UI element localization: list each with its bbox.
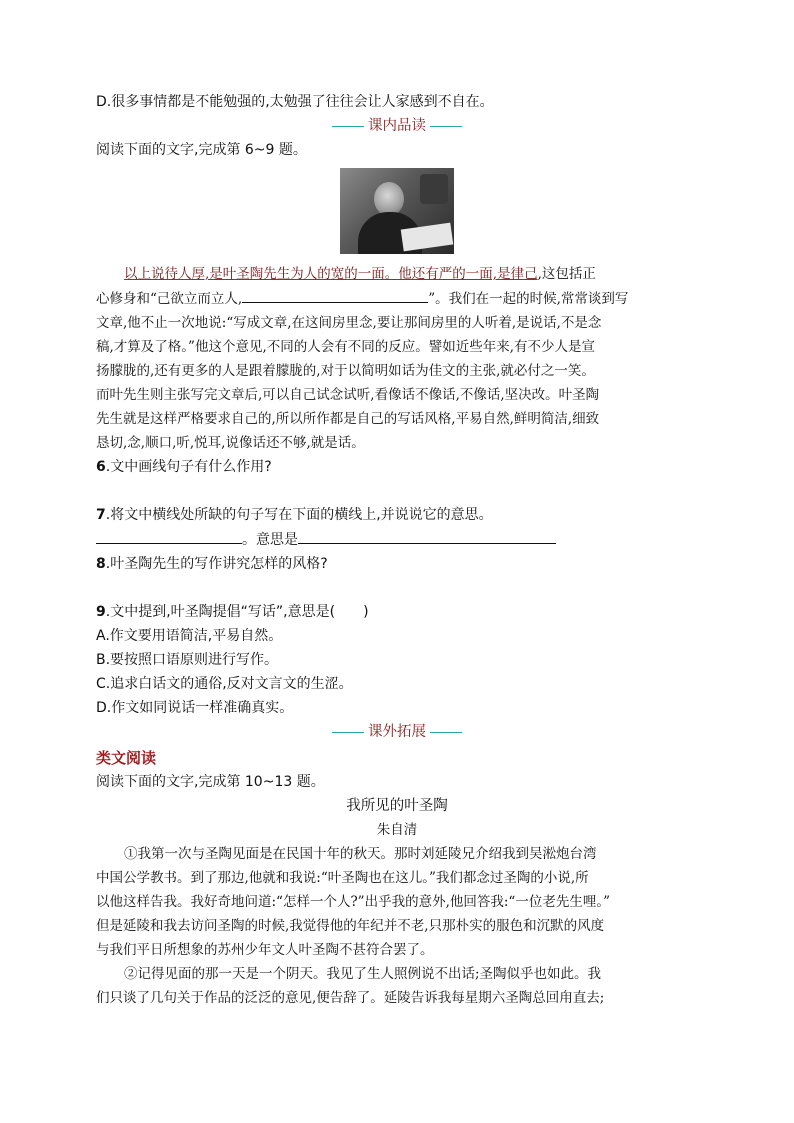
question-7: 7.将文中横线处所缺的句子写在下面的横线上,并说说它的意思。: [96, 507, 493, 523]
passage-line: 文章,他不止一次地说:“写成文章,在这间房里念,要让那间房里的人听着,是说话,不是念: [96, 315, 602, 331]
reading-instruction: 阅读下面的文字,完成第 6~9 题。: [96, 142, 307, 158]
worksheet-page: [96, 90, 698, 1010]
option-c[interactable]: C.追求白话文的通俗,反对文言文的生涩。: [96, 676, 353, 692]
passage-line: 而叶先生则主张写完文章后,可以自己试念试听,看像话不像话,不像话,坚决改。叶圣陶: [96, 387, 600, 403]
divider-right: [430, 732, 462, 733]
article-line: 们只谈了几句关于作品的泛泛的意见,便告辞了。延陵告诉我每星期六圣陶总回甪直去;: [96, 990, 605, 1006]
answer-space-8[interactable]: [96, 576, 698, 600]
section-title: 课内品读: [368, 118, 426, 134]
option-d-prev: D.很多事情都是不能勉强的,太勉强了往往会让人家感到不自在。: [96, 94, 494, 110]
option-b[interactable]: B.要按照口语原则进行写作。: [96, 652, 279, 668]
article-line: ②记得见面的那一天是一个阴天。我见了生人照例说不出话;圣陶似乎也如此。我: [124, 966, 602, 982]
reading-instruction: 阅读下面的文字,完成第 10~13 题。: [96, 774, 325, 790]
subsection-title: 类文阅读: [96, 749, 157, 767]
article-author: 朱自清: [376, 822, 418, 838]
passage-line: 先生就是这样严格要求自己的,所以所作都是自己的写话风格,平易自然,鲜明简洁,细致: [96, 411, 600, 427]
option-a[interactable]: A.作文要用语简洁,平易自然。: [96, 628, 283, 644]
divider-left: [332, 126, 364, 127]
answer-line-7: 。意思是: [96, 527, 698, 552]
question-9: 9.文中提到,叶圣陶提倡“写话”,意思是( ): [96, 604, 369, 620]
article-line: 以他这样告我。我好奇地问道:“怎样一个人?”出乎我的意外,他回答我:“一位老先生哩。”: [96, 894, 610, 910]
answer-blank-sentence[interactable]: [96, 527, 242, 544]
underlined-sentence: 以上说待人厚,是叶圣陶先生为人的宽的一面。他还有严的一面,是律己: [124, 266, 538, 282]
section-header-in-class: [96, 114, 698, 138]
question-6: 6.文中画线句子有什么作用?: [96, 459, 272, 475]
passage-line: 以上说待人厚,是叶圣陶先生为人的宽的一面。他还有严的一面,是律己,这包括正: [124, 266, 596, 282]
answer-blank-meaning[interactable]: [298, 527, 556, 544]
passage-line: 稿,才算及了格。”他这个意见,不同的人会有不同的反应。譬如近些年来,有不少人是宣: [96, 339, 596, 355]
section-title: 课外拓展: [368, 724, 426, 740]
passage-line: 扬朦胧的,还有更多的人是跟着朦胧的,对于以简明如话为佳文的主张,就必付之一笑。: [96, 363, 595, 379]
article-line: 中国公学教书。到了那边,他就和我说:“叶圣陶也在这儿。”我们都念过圣陶的小说,所: [96, 870, 589, 886]
option-d[interactable]: D.作文如同说话一样准确真实。: [96, 700, 294, 716]
portrait-photo: [340, 168, 454, 254]
article-line: ①我第一次与圣陶见面是在民国十年的秋天。那时刘延陵兄介绍我到吴淞炮台湾: [124, 846, 597, 862]
answer-space-6[interactable]: [96, 479, 698, 503]
section-header-extension: [96, 720, 698, 744]
article-line: 但是延陵和我去访问圣陶的时候,我觉得他的年纪并不老,只那朴实的服色和沉默的风度: [96, 918, 605, 934]
article-line: 与我们平日所想象的苏州少年文人叶圣陶不甚符合罢了。: [96, 942, 434, 958]
question-8: 8.叶圣陶先生的写作讲究怎样的风格?: [96, 556, 328, 572]
passage-line: 心修身和“己欲立而立人, ”。我们在一起的时候,常常谈到写: [96, 286, 698, 311]
article-title: 我所见的叶圣陶: [346, 798, 448, 814]
divider-right: [430, 126, 462, 127]
divider-left: [332, 732, 364, 733]
fill-blank[interactable]: [242, 286, 428, 303]
passage-line: 恳切,念,顺口,听,悦耳,说像话还不够,就是话。: [96, 435, 365, 451]
